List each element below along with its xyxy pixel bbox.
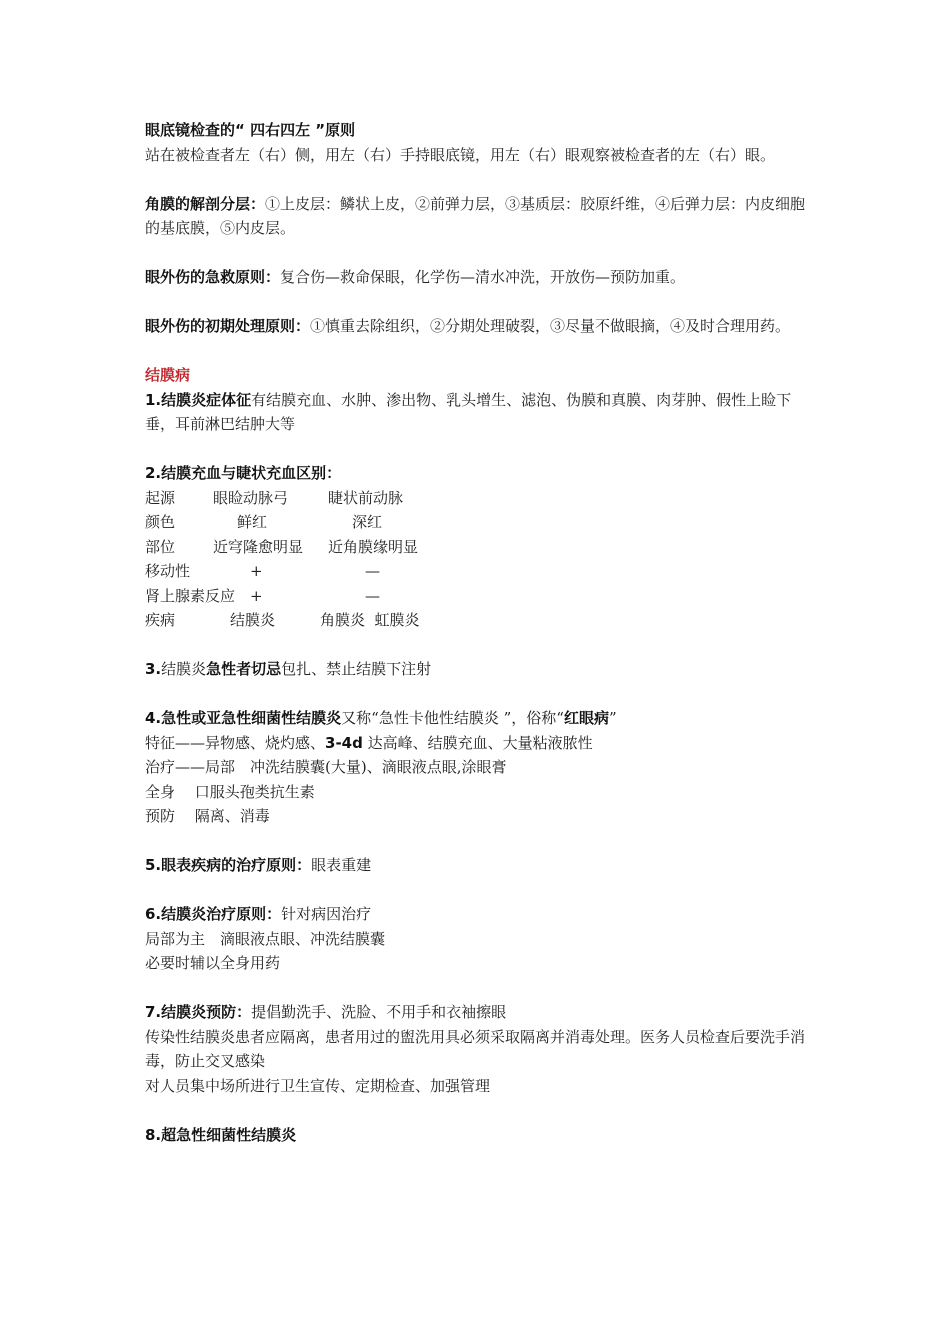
item-4-close-quote: ”: [608, 709, 617, 727]
comparison-table: [145, 486, 810, 633]
cornea-layers-paragraph: [145, 192, 810, 241]
cell-ciliary: 睫状前动脉: [328, 488, 404, 507]
trauma-first-aid-body: 复合伤—救命保眼，化学伤—清水冲洗，开放伤—预防加重。: [280, 268, 686, 286]
trauma-first-aid-label: 眼外伤的急救原则：: [145, 268, 281, 286]
item-5-number: 5.: [145, 856, 162, 874]
trauma-initial-body: ①慎重去除组织，②分期处理破裂，③尽量不做眼摘，④及时合理用药。: [310, 317, 791, 335]
item-8-label: 超急性细菌性结膜炎: [161, 1125, 297, 1144]
item-5-label: 眼表疾病的治疗原则：: [161, 856, 312, 874]
item-3-prefix: 结膜炎: [161, 660, 207, 678]
row-label: 颜色: [145, 513, 176, 531]
item-3-label: 急性者切忌: [206, 660, 282, 678]
section-heading: 结膜病: [145, 366, 191, 384]
row-label: 疾病: [145, 611, 176, 629]
row-label: 移动性: [145, 562, 191, 580]
cell-conjunctival: +: [250, 562, 263, 580]
trauma-initial-paragraph: [145, 314, 810, 339]
item-7-public-health: 对人员集中场所进行卫生宣传、定期检查、加强管理: [145, 1076, 491, 1095]
item-6-number: 6.: [145, 905, 162, 923]
cell-conjunctival: 眼睑动脉弓: [213, 488, 289, 507]
document-page: [145, 118, 810, 1147]
item-4-feature: [145, 731, 810, 756]
table-row: [145, 535, 810, 560]
item-6-local: 局部为主 滴眼液点眼、冲洗结膜囊: [145, 929, 386, 948]
item-4-treatment-systemic: 全身 口服头孢类抗生素: [145, 782, 315, 801]
item-4-treatment-local: 治疗——局部 冲洗结膜囊(大量)、滴眼液点眼,涂眼膏: [145, 758, 507, 776]
item-7-isolation: 传染性结膜炎患者应隔离，患者用过的盥洗用具必须采取隔离并消毒处理。医务人员检查后要洗手消毒，防止交叉感染: [145, 1027, 806, 1070]
trauma-initial-label: 眼外伤的初期处理原则：: [145, 317, 311, 335]
item-3-body: 包扎、禁止结膜下注射: [281, 660, 432, 678]
item-1-body: 有结膜充血、水肿、渗出物、乳头增生、滤泡、伪膜和真膜、肉芽肿、假性上睑下垂，耳前淋巴结肿大等: [145, 390, 792, 433]
item-7-label: 结膜炎预防：: [161, 1003, 252, 1021]
item-4-label: 急性或亚急性细菌性结膜炎: [161, 709, 342, 727]
cornea-layers-body: ①上皮层：鳞状上皮，②前弹力层，③基质层：胶原纤维，④后弹力层：内皮细胞的基底膜，⑤内皮层。: [145, 194, 806, 237]
item-2-title: 2.结膜充血与睫状充血区别：: [145, 464, 342, 482]
cell-ciliary: —: [365, 562, 380, 580]
item-4-title: [145, 706, 810, 731]
cell-conjunctival: 近穹隆愈明显: [213, 537, 304, 556]
item-6: [145, 902, 810, 927]
row-label: 部位: [145, 537, 176, 556]
item-6-systemic: 必要时辅以全身用药: [145, 954, 281, 972]
cell-conjunctival: 结膜炎: [230, 611, 276, 629]
item-6-body: 针对病因治疗: [281, 905, 372, 923]
item-4-common-name: 红眼病: [563, 709, 609, 727]
cell-conjunctival: +: [250, 586, 263, 605]
item-1-number: 1.: [145, 390, 162, 409]
item-3: [145, 657, 810, 682]
item-7: [145, 1000, 810, 1025]
trauma-first-aid-paragraph: [145, 265, 810, 290]
cell-ciliary: —: [365, 586, 380, 605]
table-row: [145, 608, 810, 633]
feature-text-rest: 达高峰、结膜充血、大量粘液脓性: [362, 733, 593, 752]
row-label: 起源: [145, 488, 176, 507]
fundoscope-title: 眼底镜检查的“ 四右四左 ”原则: [145, 121, 356, 139]
item-4-number: 4.: [145, 709, 162, 727]
item-1: [145, 388, 810, 437]
row-label: 肾上腺素反应: [145, 586, 236, 605]
table-row: [145, 559, 810, 584]
table-row: [145, 486, 810, 511]
item-7-number: 7.: [145, 1003, 162, 1021]
feature-text: 特征——异物感、烧灼感、: [145, 733, 326, 752]
cell-conjunctival: 鲜红: [237, 513, 268, 531]
peak-days: 3-4d: [325, 733, 363, 752]
item-6-label: 结膜炎治疗原则：: [161, 905, 282, 923]
table-row: [145, 584, 810, 609]
item-3-number: 3.: [145, 660, 162, 678]
fundoscope-body: 站在被检查者左（右）侧，用左（右）手持眼底镜，用左（右）眼观察被检查者的左（右）眼。: [145, 145, 776, 164]
cell-ciliary: 近角膜缘明显: [328, 537, 419, 556]
table-row: [145, 510, 810, 535]
cell-ciliary: 深红: [352, 513, 383, 531]
item-4-prevention: 预防 隔离、消毒: [145, 807, 270, 825]
item-4-alias: 又称“急性卡他性结膜炎 ”，俗称“: [341, 709, 564, 727]
cell-ciliary: 角膜炎 虹膜炎: [320, 611, 420, 629]
item-8: [145, 1123, 810, 1148]
item-8-number: 8.: [145, 1125, 162, 1144]
item-7-body: 提倡勤洗手、洗脸、不用手和衣袖擦眼: [251, 1003, 507, 1021]
cornea-layers-label: 角膜的解剖分层：: [145, 194, 266, 213]
item-5-body: 眼表重建: [311, 856, 372, 874]
item-1-label: 结膜炎症体征: [161, 390, 252, 409]
item-5: [145, 853, 810, 878]
